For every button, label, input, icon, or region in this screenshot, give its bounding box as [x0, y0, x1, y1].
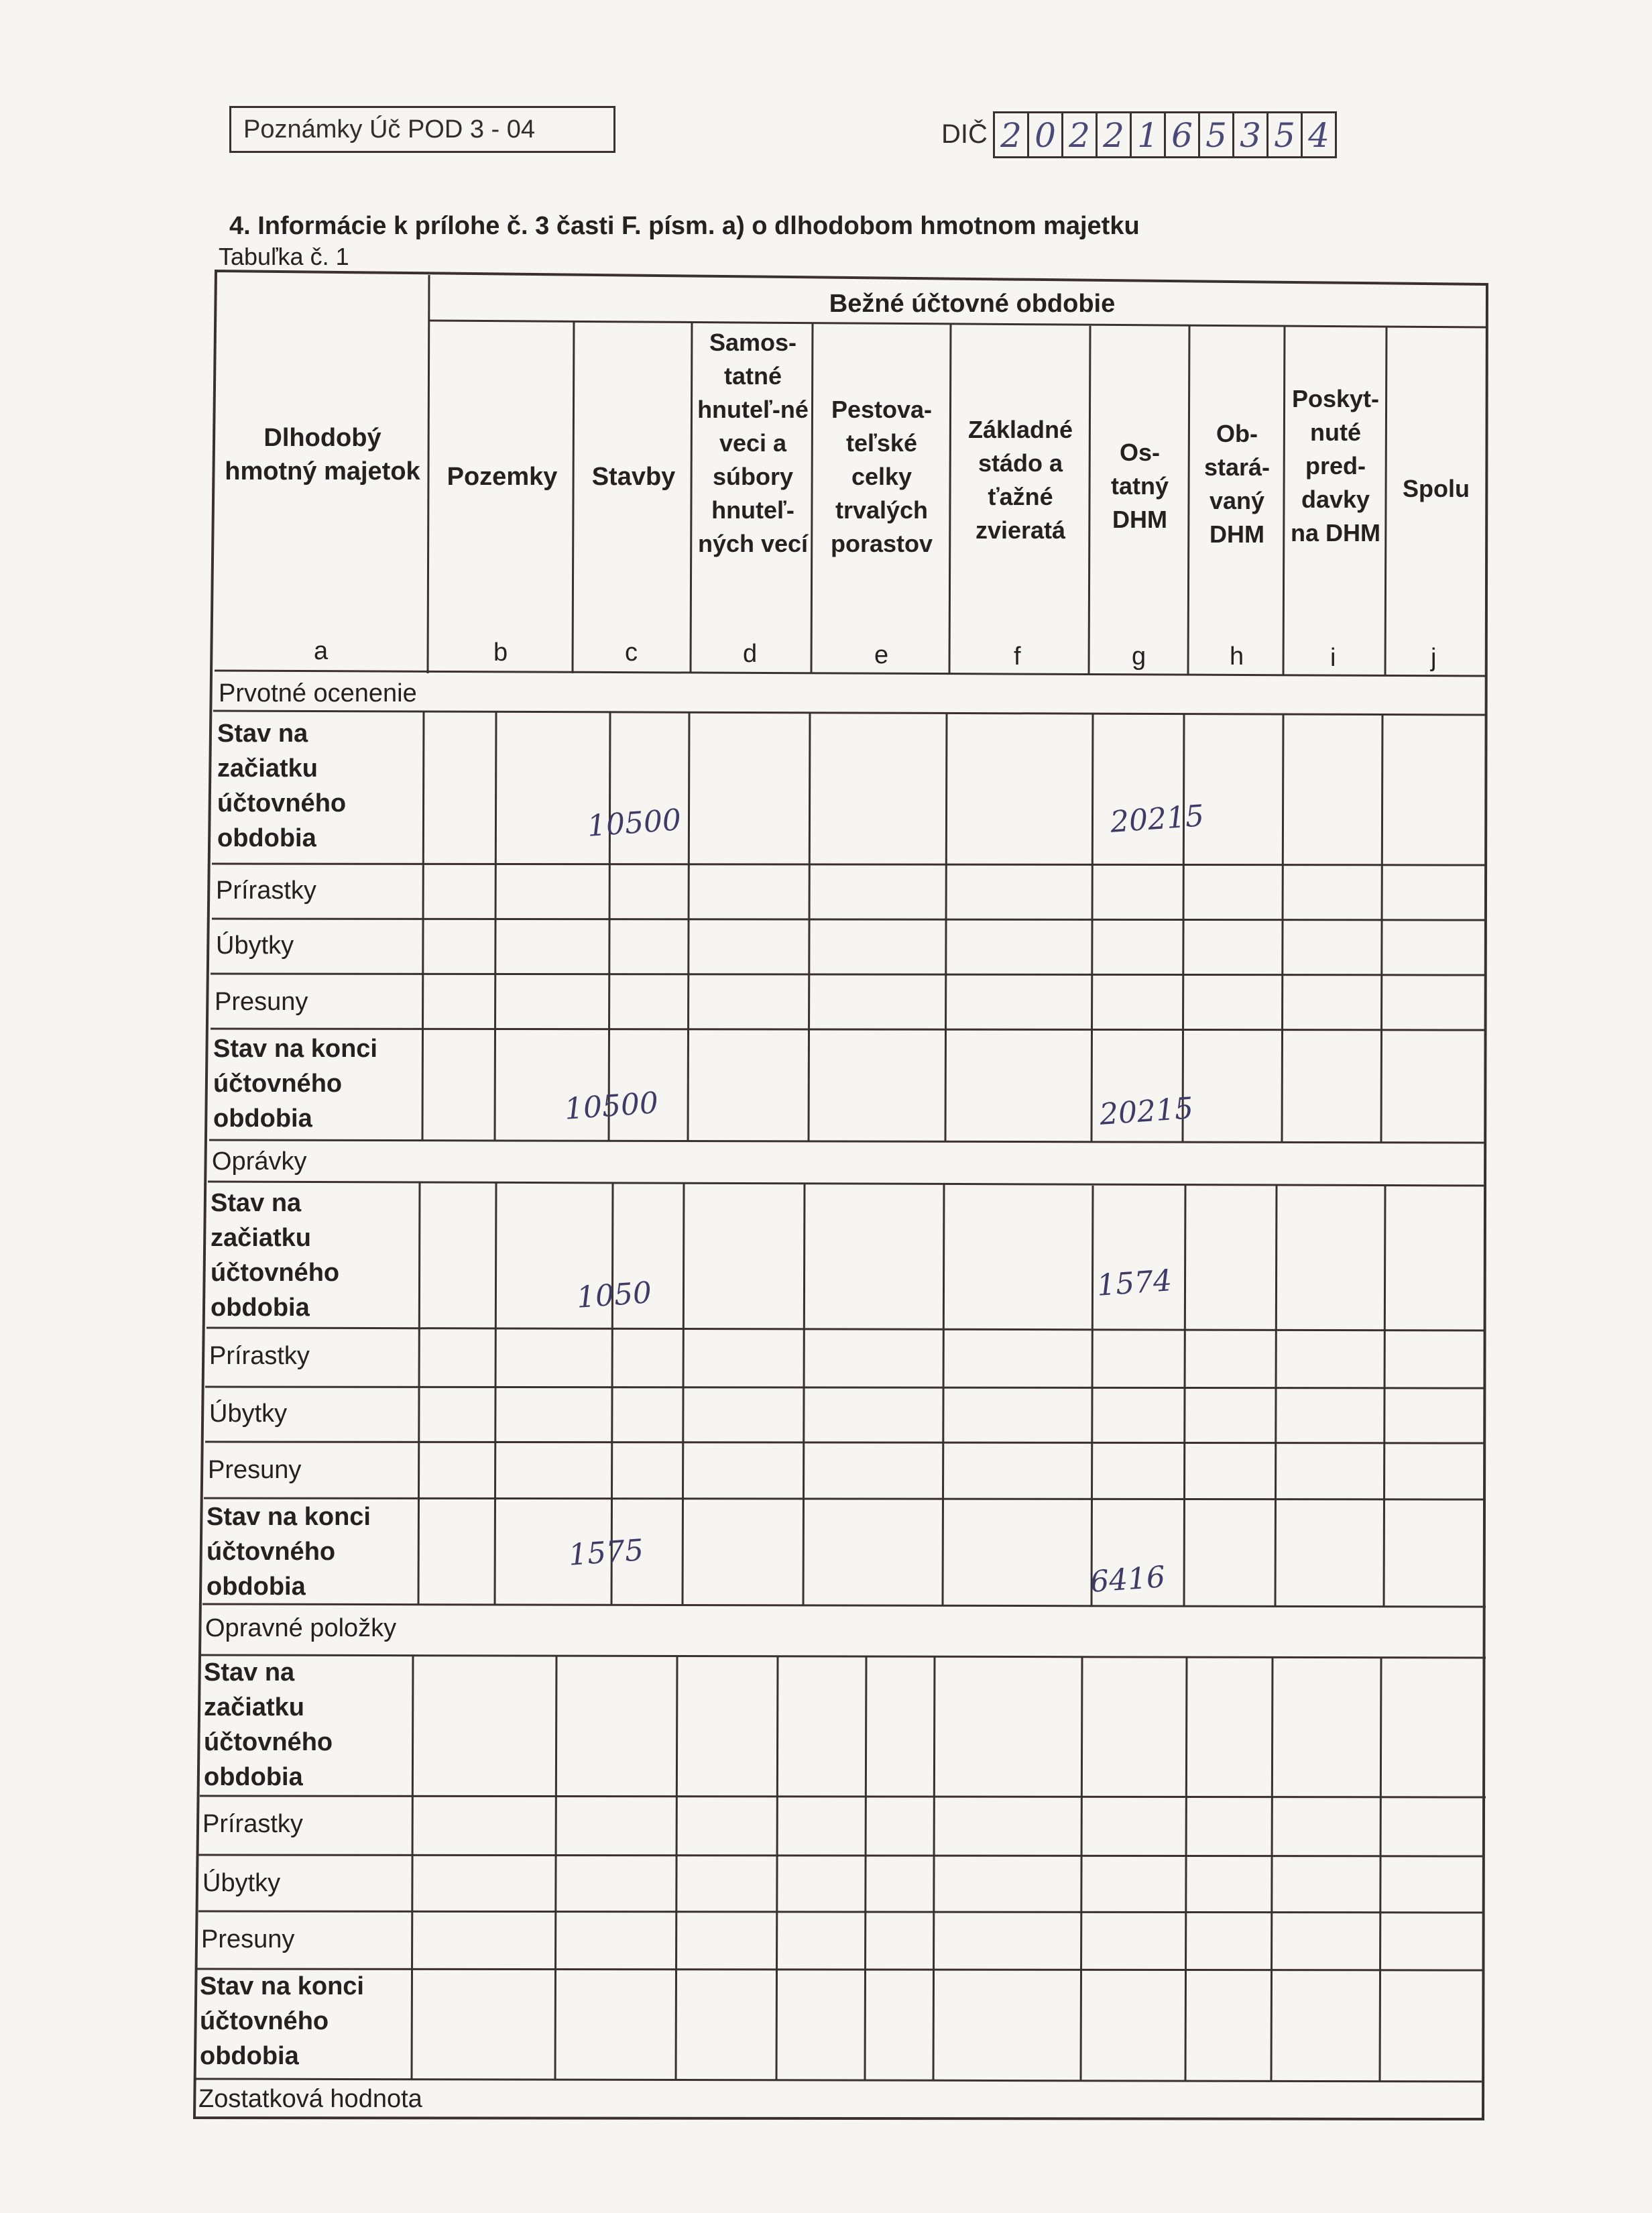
dic-digit: 3: [1232, 111, 1268, 158]
col-header-c: Stavby: [591, 463, 676, 491]
handwritten-value: 10500: [586, 803, 683, 844]
row-ubytky: Úbytky: [209, 1400, 288, 1428]
row-stav-koniec: Stav na konci účtovného obdobia: [200, 1972, 364, 2070]
col-letter-d: d: [743, 640, 758, 668]
row-prirastky: Prírastky: [209, 1342, 310, 1370]
row-stav-zaciatok: Stav na začiatku účtovného obdobia: [211, 1189, 340, 1322]
col-letter-g: g: [1132, 642, 1146, 671]
table-caption: Tabuľka č. 1: [219, 243, 349, 270]
period-header: Bežné účtovné obdobie: [829, 290, 1116, 318]
dic-digit: 4: [1301, 111, 1337, 158]
handwritten-value: 1574: [1096, 1263, 1173, 1303]
dic-label: DIČ: [941, 119, 988, 149]
col-letter-c: c: [625, 638, 638, 667]
col-header-d: Samos-tatné hnuteľ-né veci a súbory hnuteľ-ných vecí: [697, 329, 809, 557]
dic-digit: 6: [1164, 111, 1200, 158]
handwritten-value: 6416: [1089, 1560, 1167, 1599]
col-letter-e: e: [874, 641, 889, 669]
row-prirastky: Prírastky: [216, 876, 316, 905]
row-stav-zaciatok: Stav na začiatku účtovného obdobia: [204, 1658, 333, 1791]
col-letter-b: b: [493, 638, 508, 667]
col-letter-h: h: [1230, 642, 1244, 671]
col-header-j: Spolu: [1403, 475, 1470, 502]
col-header-h: Ob-stará-vaný DHM: [1203, 420, 1271, 548]
row-presuny: Presuny: [215, 988, 308, 1016]
dic-digit: 2: [1061, 111, 1098, 158]
handwritten-value: 1575: [567, 1533, 645, 1573]
row-presuny: Presuny: [208, 1456, 302, 1484]
col-letter-f: f: [1014, 642, 1021, 671]
row-stav-koniec: Stav na konci účtovného obdobia: [213, 1035, 377, 1133]
row-ubytky: Úbytky: [216, 931, 294, 960]
row-opravne-polozky: Opravné položky: [205, 1614, 397, 1642]
dic-digit: 5: [1266, 111, 1303, 158]
handwritten-value: 20215: [1098, 1091, 1195, 1132]
row-stav-zaciatok: Stav na začiatku účtovného obdobia: [217, 720, 347, 852]
handwritten-value: 1050: [575, 1275, 653, 1315]
row-zostatkova-hodnota: Zostatková hodnota: [198, 2085, 422, 2113]
row-presuny: Presuny: [201, 1925, 295, 1953]
col-header-i: Poskyt-nuté pred-davky na DHM: [1291, 385, 1380, 547]
row-prvotne-ocenenie: Prvotné ocenenie: [219, 679, 417, 707]
row-stav-koniec: Stav na konci účtovného obdobia: [206, 1503, 371, 1601]
dic-digit: 5: [1198, 111, 1234, 158]
dic-digit: 0: [1027, 111, 1063, 158]
row-opravky: Oprávky: [212, 1147, 307, 1176]
dic-digit: 2: [1096, 111, 1132, 158]
col-letter-a: a: [314, 637, 329, 665]
row-prirastky: Prírastky: [202, 1810, 303, 1838]
handwritten-value: 10500: [563, 1086, 660, 1127]
col-letter-j: j: [1431, 644, 1437, 672]
col-header-a: Dlhodobý hmotný majetok: [225, 424, 420, 486]
handwritten-value: 20215: [1109, 799, 1205, 840]
col-header-f: Základné stádo a ťažné zvieratá: [967, 416, 1073, 544]
form-code-label: Poznámky Úč POD 3 - 04: [243, 115, 536, 144]
col-header-e: Pestova-teľské celky trvalých porastov: [830, 396, 933, 557]
col-header-g: Os-tatný DHM: [1110, 439, 1169, 533]
row-ubytky: Úbytky: [202, 1869, 281, 1897]
col-header-b: Pozemky: [447, 463, 558, 491]
section-title: 4. Informácie k prílohe č. 3 časti F. písm. a) o dlhodobom hmotnom majetku: [229, 212, 1140, 240]
col-letter-i: i: [1330, 644, 1336, 672]
dic-digit: 2: [993, 111, 1029, 158]
dic-digit: 1: [1130, 111, 1166, 158]
